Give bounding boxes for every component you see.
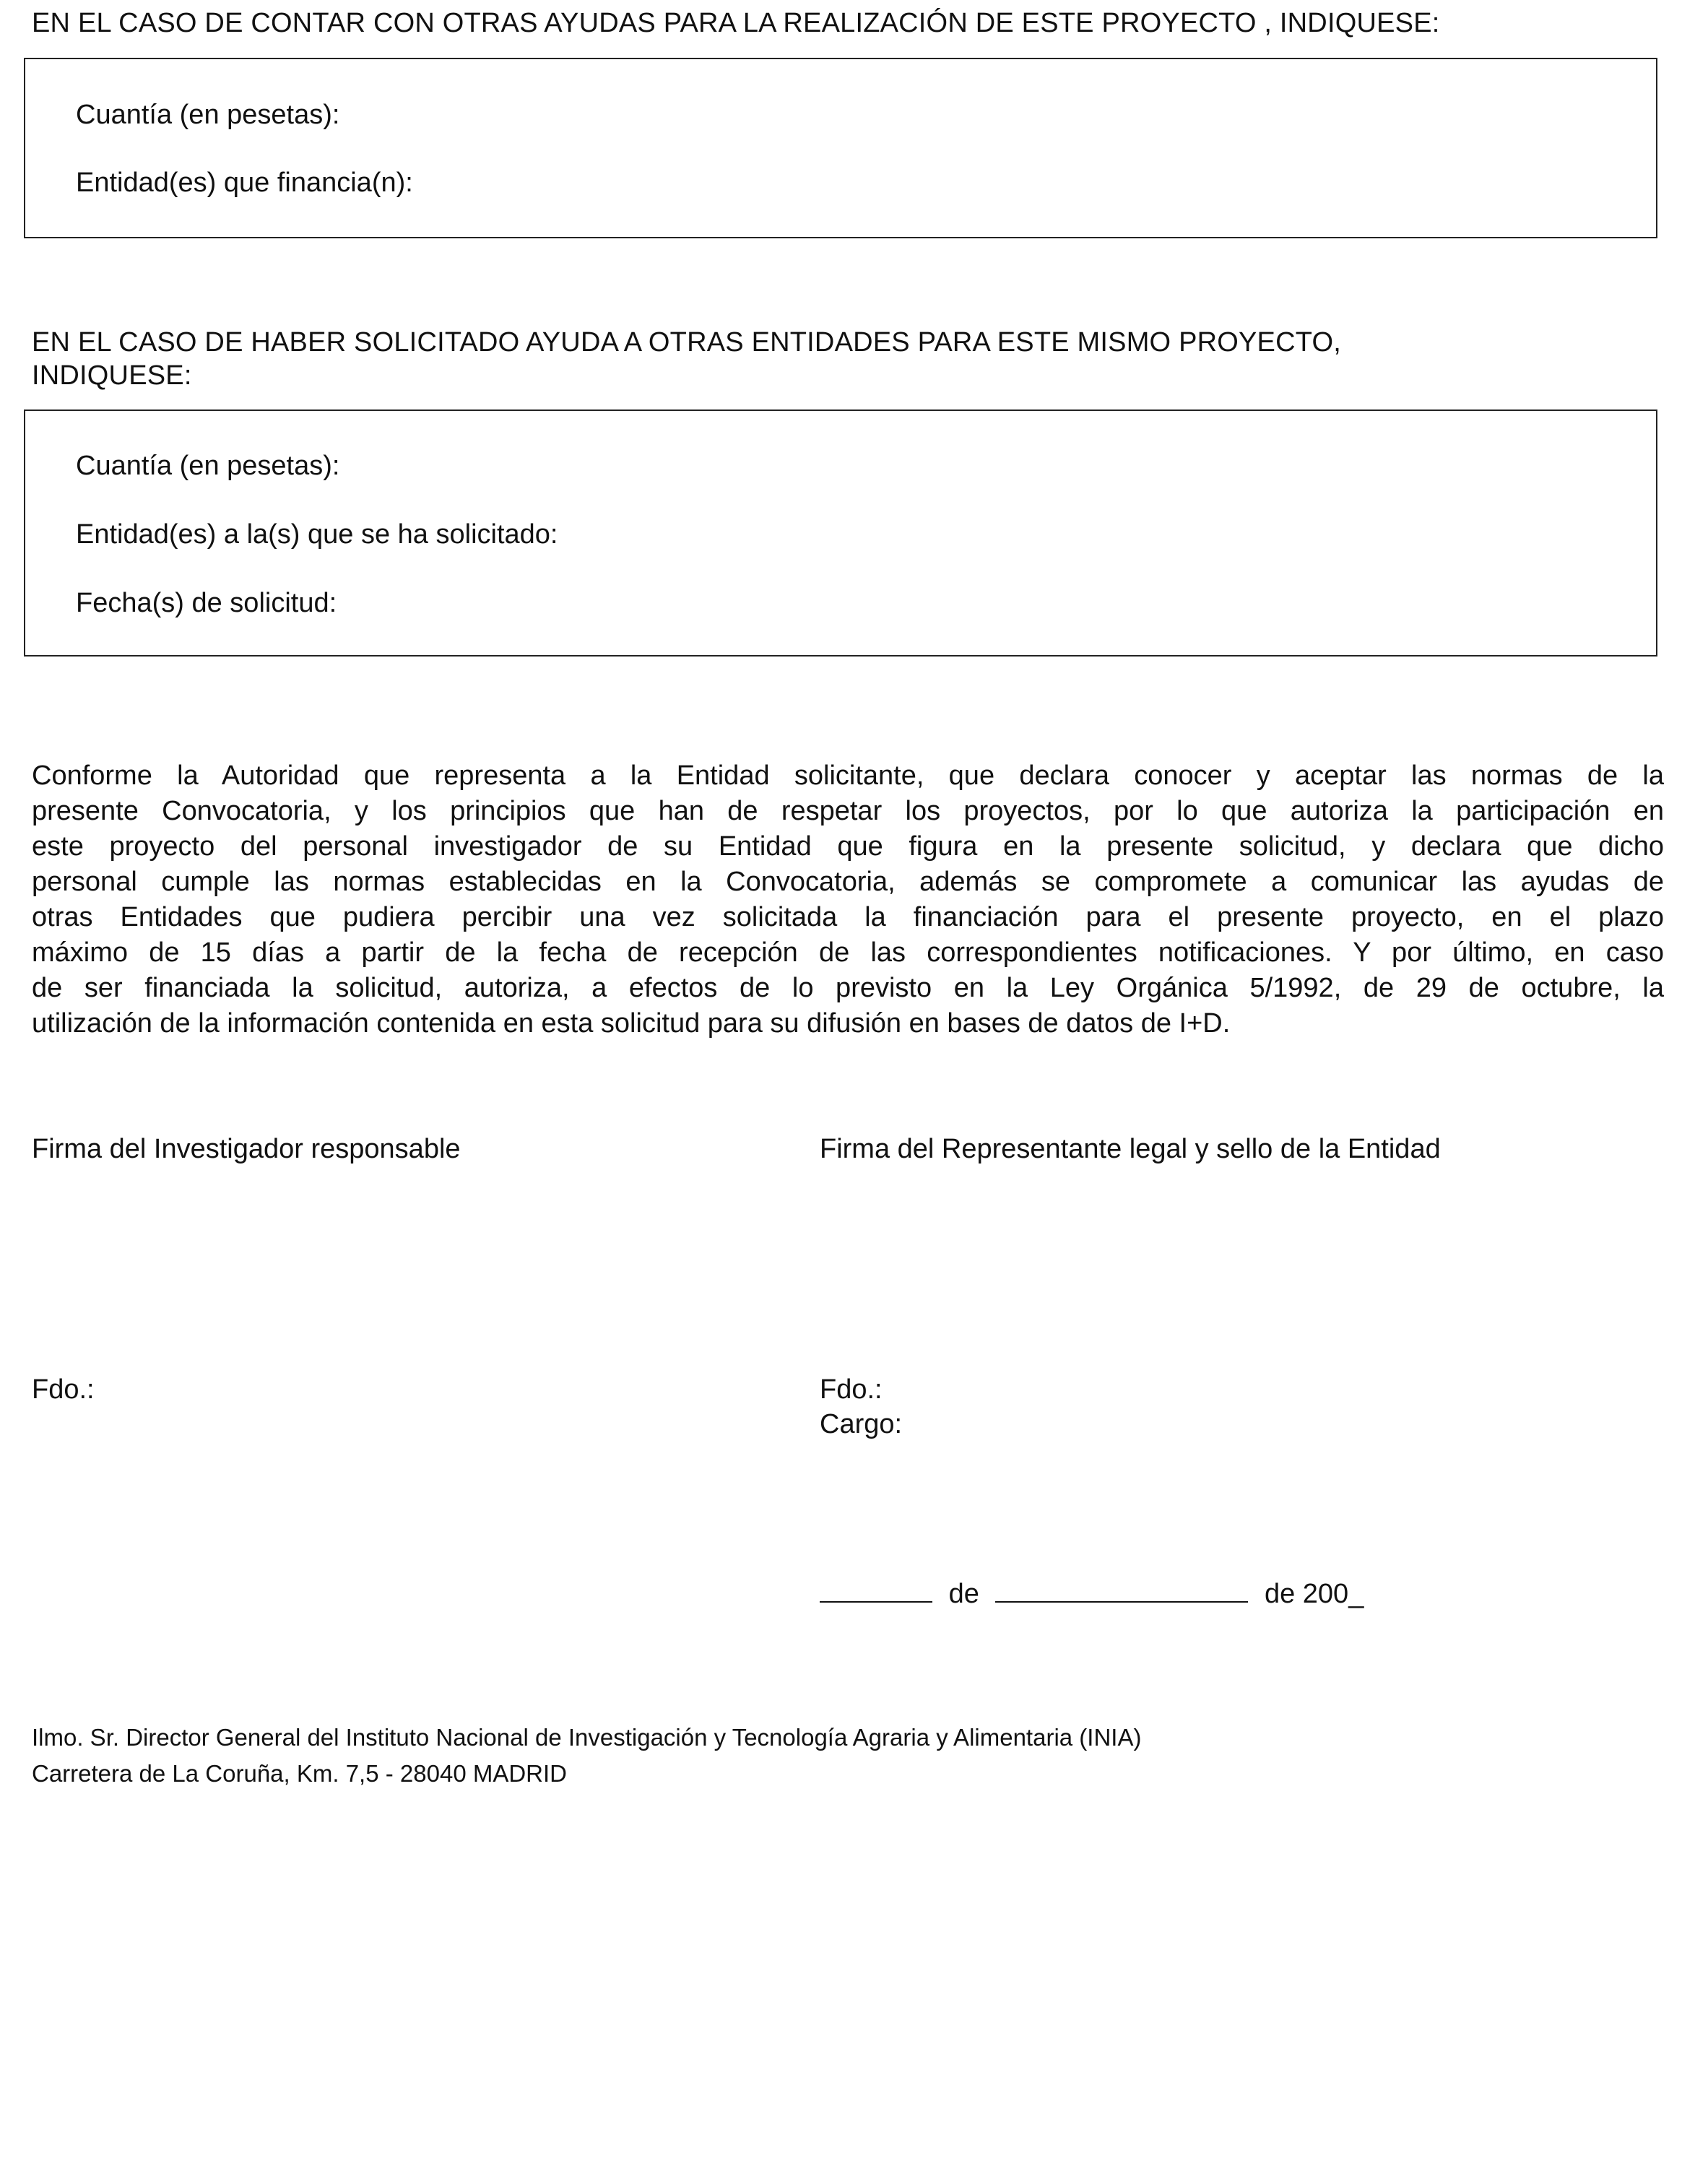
declaration-line: presente Convocatoria, y los principios que han de respetar los proyectos, por lo que autoriza la participación en — [32, 796, 1664, 826]
declaration-paragraph — [32, 758, 1664, 1041]
date-de-year: de 200_ — [1264, 1579, 1364, 1609]
requested-aid-box — [24, 410, 1657, 656]
declaration-line: máximo de 15 días a partir de la fecha de recepción de las correspondientes notificaciones. Y por último, en caso — [32, 937, 1664, 968]
other-funding-box — [24, 58, 1657, 238]
address-line: Carretera de La Coruña, Km. 7,5 - 28040 MADRID — [32, 1760, 568, 1787]
day-blank — [820, 1577, 932, 1603]
declaration-line: Conforme la Autoridad que representa a la Entidad solicitante, que declara conocer y aceptar las normas de la — [32, 760, 1664, 791]
representative-signature-title: Firma del Representante legal y sello de la Entidad — [820, 1134, 1441, 1164]
declaration-line: utilización de la información contenida en esta solicitud para su difusión en bases de datos de I+D. — [32, 1008, 1231, 1039]
declaration-line: personal cumple las normas establecidas en la Convocatoria, además se compromete a comunicar las ayudas de — [32, 867, 1664, 897]
representative-fdo-label: Fdo.: — [820, 1374, 883, 1405]
addressee-line: Ilmo. Sr. Director General del Instituto Nacional de Investigación y Tecnología Agraria y Alimentaria (INIA) — [32, 1724, 1142, 1751]
section2-heading-line2: INDIQUESE: — [32, 360, 192, 391]
requested-entities-label: Entidad(es) a la(s) que se ha solicitado: — [76, 519, 558, 550]
requested-amount-label: Cuantía (en pesetas): — [76, 451, 340, 481]
declaration-line: de ser financiada la solicitud, autoriza, a efectos de lo previsto en la Ley Orgánica 5/1992, de 29 de octubre, la — [32, 973, 1664, 1003]
funding-entities-label: Entidad(es) que financia(n): — [76, 168, 413, 198]
section2-heading-line1: EN EL CASO DE HABER SOLICITADO AYUDA A OTRAS ENTIDADES PARA ESTE MISMO PROYECTO, — [32, 327, 1341, 358]
funding-amount-label: Cuantía (en pesetas): — [76, 100, 340, 130]
declaration-line: este proyecto del personal investigador de su Entidad que figura en la presente solicitud, y declara que dicho — [32, 831, 1664, 862]
investigator-fdo-label: Fdo.: — [32, 1374, 95, 1405]
investigator-signature-title: Firma del Investigador responsable — [32, 1134, 461, 1164]
month-blank — [995, 1577, 1248, 1603]
date-line — [820, 1577, 1364, 1610]
date-de-1: de — [948, 1579, 979, 1609]
representative-cargo-label: Cargo: — [820, 1409, 903, 1439]
declaration-line: otras Entidades que pudiera percibir una vez solicitada la financiación para el presente proyecto, en el plazo — [32, 902, 1664, 932]
request-dates-label: Fecha(s) de solicitud: — [76, 588, 337, 618]
section1-heading: EN EL CASO DE CONTAR CON OTRAS AYUDAS PARA LA REALIZACIÓN DE ESTE PROYECTO , INDIQUESE: — [32, 8, 1440, 38]
